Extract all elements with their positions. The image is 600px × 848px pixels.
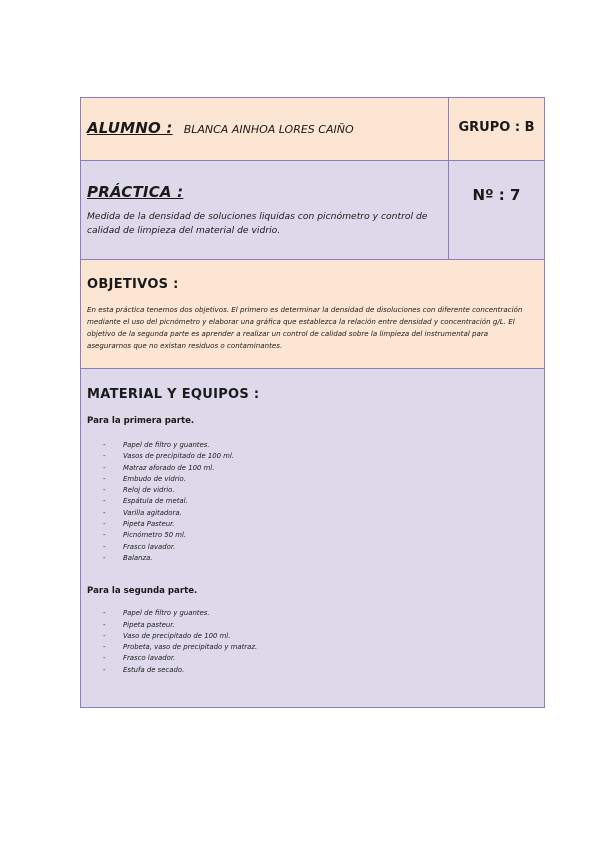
part1-list bbox=[87, 440, 534, 564]
list-item: - Espátula de metal. bbox=[87, 496, 534, 507]
group-cell bbox=[449, 98, 544, 160]
materials-title: MATERIAL Y EQUIPOS : bbox=[87, 387, 260, 402]
list-item: - Balanza. bbox=[87, 553, 534, 564]
materials-cell bbox=[81, 369, 544, 707]
student-name: BLANCA AINHOA LORES CAIÑO bbox=[183, 123, 354, 136]
objectives-cell bbox=[81, 260, 544, 368]
list-item: - Reloj de vidrio. bbox=[87, 485, 534, 496]
list-item: - Papel de filtro y guantes. bbox=[87, 608, 534, 619]
group-label: GRUPO : B bbox=[458, 120, 535, 135]
practice-label: PRÁCTICA : bbox=[87, 183, 184, 201]
practice-description: Medida de la densidad de soluciones liquidas con picnómetro y control de calidad de limpieza del material de vidrio. bbox=[87, 211, 428, 236]
list-item: - Varilla agitadora. bbox=[87, 508, 534, 519]
student-cell bbox=[81, 98, 449, 160]
list-item: - Frasco lavador. bbox=[87, 653, 534, 664]
list-item: - Papel de filtro y guantes. bbox=[87, 440, 534, 451]
part1-title: Para la primera parte. bbox=[87, 416, 195, 426]
student-row bbox=[81, 98, 544, 161]
practice-row bbox=[81, 161, 544, 260]
list-item: - Frasco lavador. bbox=[87, 542, 534, 553]
list-item: - Pipeta Pasteur. bbox=[87, 519, 534, 530]
objectives-row bbox=[81, 260, 544, 369]
objectives-title: OBJETIVOS : bbox=[87, 277, 179, 292]
objectives-text: En esta práctica tenemos dos objetivos. El primero es determinar la densidad de disoluciones con diferente concentración mediante el uso del picnómetro y elaborar una gráfica que establezca la relación entre densidad y concentración g/L. El objetivo de la segunda parte es aprender a realizar un control de calidad sobre la limpieza del instrumental para asegurarnos que no existan residuos o contaminantes. bbox=[87, 305, 523, 350]
list-item: - Probeta, vaso de precipitado y matraz. bbox=[87, 642, 534, 653]
list-item: - Pipeta pasteur. bbox=[87, 620, 534, 631]
list-item: - Vasos de precipitado de 100 ml. bbox=[87, 451, 534, 462]
materials-row bbox=[81, 369, 544, 707]
list-item: - Vaso de precipitado de 100 ml. bbox=[87, 631, 534, 642]
list-item: - Matraz aforado de 100 ml. bbox=[87, 463, 534, 474]
part2-title: Para la segunda parte. bbox=[87, 586, 198, 597]
list-item: - Picnómetro 50 ml. bbox=[87, 530, 534, 541]
list-item: - Embudo de vidrio. bbox=[87, 474, 534, 485]
practice-number: Nº : 7 bbox=[472, 186, 521, 204]
practice-cell bbox=[81, 161, 449, 259]
practice-sheet bbox=[80, 97, 545, 708]
part2-list bbox=[87, 608, 534, 676]
number-cell bbox=[449, 161, 544, 259]
list-item: - Estufa de secado. bbox=[87, 665, 534, 676]
student-label: ALUMNO : bbox=[87, 119, 173, 137]
